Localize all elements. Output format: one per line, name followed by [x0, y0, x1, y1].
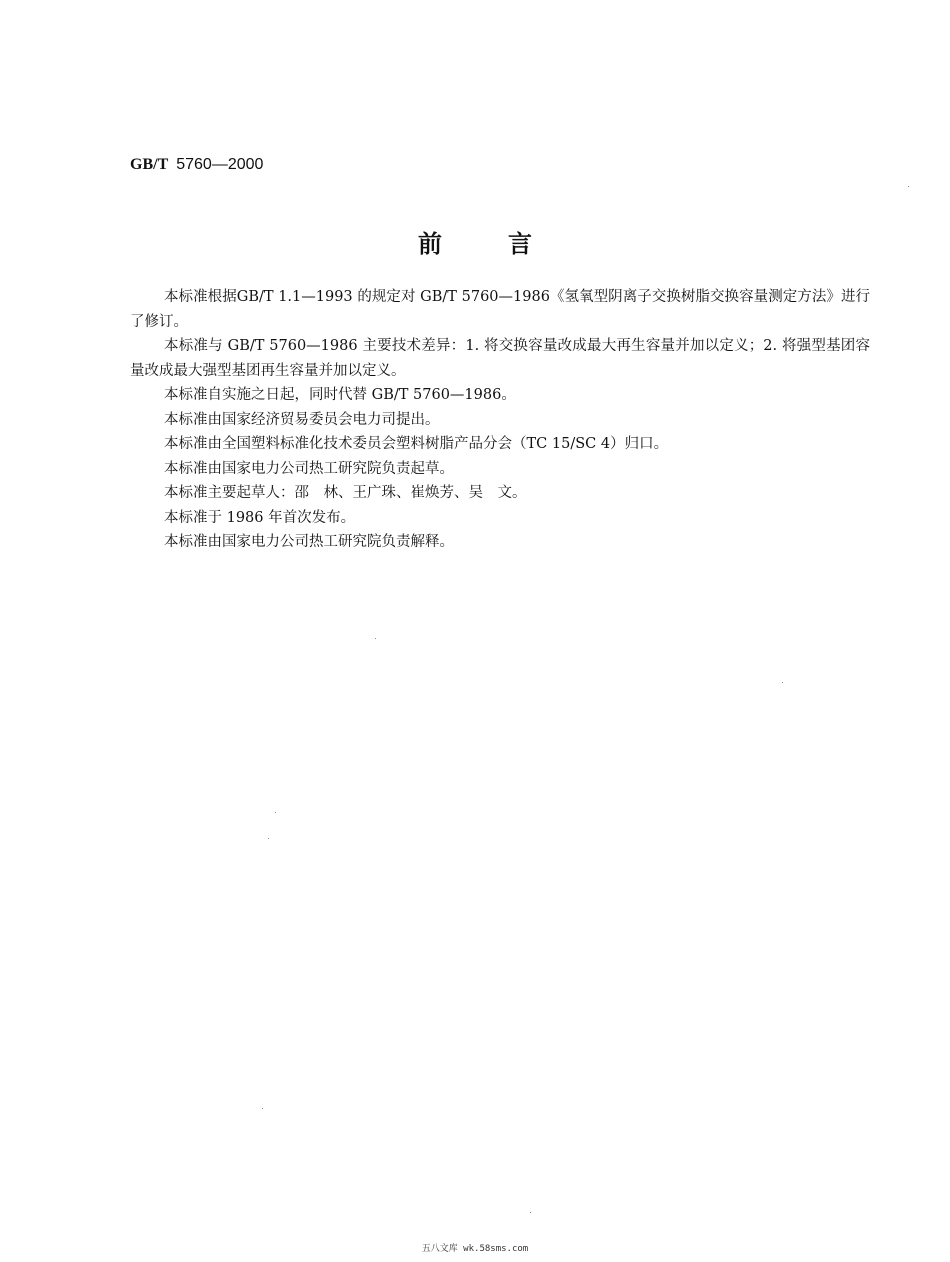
standard-code-number: 5760—2000 — [176, 156, 264, 173]
paragraph-replacement: 本标准自实施之日起，同时代替 GB/T 5760—1986。 — [164, 387, 516, 403]
scan-speck — [275, 812, 276, 813]
scan-speck — [268, 838, 269, 839]
paragraph-first-release: 本标准于 1986 年首次发布。 — [164, 509, 356, 526]
scan-speck — [782, 682, 783, 683]
footer-watermark: 五八文库 wk.58sms.com — [421, 1244, 529, 1254]
paragraph-revision-basis: 本标准根据GB/T 1.1—1993 的规定对 GB/T 5760—1986《氢氧型阴离子交换树脂交换容量测定方法》进行了修订。 — [130, 289, 870, 330]
paragraph-drafting-unit: 本标准由国家电力公司热工研究院负责起草。 — [164, 460, 454, 477]
paragraph-interpretation: 本标准由国家电力公司热工研究院负责解释。 — [164, 534, 454, 550]
foreword-body — [130, 285, 870, 555]
paragraph-technical-differences: 本标准与 GB/T 5760—1986 主要技术差异：1. 将交换容量改成最大再生容量并加以定义；2. 将强型基团容量改成最大强型基团再生容量并加以定义。 — [130, 338, 870, 379]
paragraph-centralized-by: 本标准由全国塑料标准化技术委员会塑料树脂产品分会（TC 15/SC 4）归口。 — [164, 436, 669, 452]
scan-speck — [908, 186, 909, 187]
scan-speck — [375, 638, 376, 639]
paragraph-proposer: 本标准由国家经济贸易委员会电力司提出。 — [164, 411, 440, 428]
paragraph-drafters: 本标准主要起草人：邵 林、王广珠、崔焕芳、吴 文。 — [164, 485, 527, 501]
standard-code-prefix: GB/T — [130, 156, 169, 173]
page-title: 前言 — [418, 230, 598, 258]
scan-speck — [530, 1212, 531, 1213]
standard-code — [130, 153, 263, 176]
scan-speck — [262, 1108, 263, 1109]
